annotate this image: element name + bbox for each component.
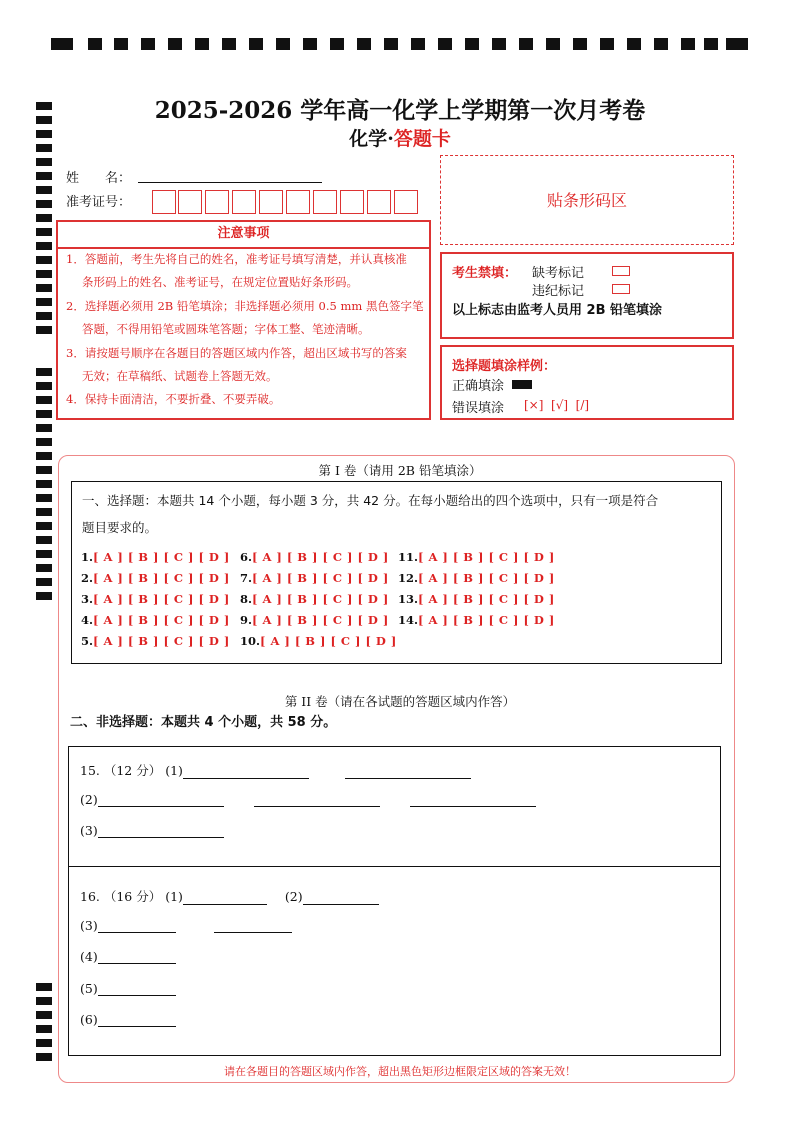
part2-instructions: 二、非选择题：本题共 4 个小题，共 58 分。 (70, 715, 337, 730)
answer-line[interactable] (214, 918, 292, 933)
timing-mark (51, 38, 73, 50)
sample-title: 选择题填涂样例： (452, 359, 557, 374)
question-row[interactable] (398, 550, 555, 564)
timing-mark (36, 1025, 52, 1033)
timing-mark (36, 326, 52, 334)
filled-sample-mark (512, 380, 532, 389)
q16-row3 (80, 918, 292, 933)
timing-mark (36, 564, 52, 572)
answer-bubbles[interactable]: [ A ] [ B ] [ C ] [ D ] (252, 613, 389, 627)
q15-row2 (80, 792, 536, 807)
timing-mark (36, 186, 52, 194)
timing-mark (36, 508, 52, 516)
timing-mark (36, 536, 52, 544)
subtitle-subject: 化学 (349, 128, 388, 150)
question-number: 11. (398, 550, 419, 564)
exam-id-cell[interactable] (232, 190, 256, 214)
name-label: 姓 名： (66, 171, 132, 186)
answer-line[interactable] (98, 1012, 176, 1027)
timing-mark (36, 1039, 52, 1047)
timing-mark (36, 270, 52, 278)
question-number: 9. (240, 613, 253, 627)
q16-part5-label: (5) (80, 981, 98, 996)
exam-id-cell[interactable] (178, 190, 202, 214)
fill-sample-box (440, 345, 734, 420)
part1-heading: 第 I 卷（请用 2B 铅笔填涂） (318, 463, 482, 478)
timing-mark (36, 1011, 52, 1019)
q15-row1 (80, 761, 471, 779)
subtitle-dot: · (387, 128, 394, 150)
subtitle-answer-card: 答题卡 (393, 128, 451, 150)
timing-mark (600, 38, 614, 50)
question-number: 12. (398, 571, 419, 585)
timing-mark (36, 172, 52, 180)
timing-mark (36, 158, 52, 166)
timing-mark (36, 522, 52, 530)
answer-bubbles[interactable]: [ A ] [ B ] [ C ] [ D ] (418, 571, 555, 585)
q15-label: 15. （12 分） (80, 763, 162, 778)
answer-line[interactable] (303, 890, 379, 905)
answer-bubbles[interactable]: [ A ] [ B ] [ C ] [ D ] (260, 634, 397, 648)
question-row[interactable] (240, 592, 389, 606)
timing-mark (36, 578, 52, 586)
question-number: 6. (240, 550, 253, 564)
notice-line: 条形码上的姓名、准考证号，在规定位置贴好条形码。 (82, 275, 358, 289)
answer-bubbles[interactable]: [ A ] [ B ] [ C ] [ D ] (93, 571, 230, 585)
timing-mark (303, 38, 317, 50)
notice-line: 3．请按题号顺序在各题目的答题区域内作答，超出区域书写的答案 (66, 346, 407, 360)
notice-box (56, 220, 431, 420)
notice-line: 1．答题前，考生先将自己的姓名，准考证号填写清楚，并认真核准 (66, 252, 407, 266)
absent-label: 缺考标记 (532, 266, 585, 281)
timing-mark (36, 494, 52, 502)
timing-mark (88, 38, 102, 50)
violation-label: 违纪标记 (532, 284, 585, 299)
footer-warning: 请在各题目的答题区域内作答，超出黑色矩形边框限定区域的答案无效！ (224, 1065, 576, 1078)
timing-mark (36, 452, 52, 460)
absent-mark-box[interactable] (612, 266, 630, 276)
question-row[interactable] (81, 571, 230, 585)
notice-line: 无效；在草稿纸、试题卷上答题无效。 (82, 369, 278, 383)
question-number: 5. (81, 634, 94, 648)
timing-mark (276, 38, 290, 50)
exam-id-cell[interactable] (259, 190, 283, 214)
question-number: 8. (240, 592, 253, 606)
exam-id-label: 准考证号： (66, 195, 132, 210)
q16-label: 16. （16 分） (80, 889, 162, 904)
timing-mark (114, 38, 128, 50)
part2-heading: 第 II 卷（请在各试题的答题区域内作答） (284, 694, 516, 709)
q15-row3 (80, 823, 224, 838)
timing-mark (36, 396, 52, 404)
q16-row1 (80, 887, 379, 905)
timing-mark (36, 256, 52, 264)
q15-part3-label: (3) (80, 823, 98, 838)
correct-fill-label: 正确填涂 (452, 379, 505, 394)
question-row[interactable] (240, 613, 389, 627)
timing-mark (36, 550, 52, 558)
answer-bubbles[interactable]: [ A ] [ B ] [ C ] [ D ] (252, 592, 389, 606)
question-row[interactable] (240, 550, 389, 564)
q16-part2-label: (2) (284, 889, 303, 904)
barcode-area[interactable] (440, 155, 734, 245)
q16-part4-label: (4) (80, 949, 98, 964)
answer-bubbles[interactable]: [ A ] [ B ] [ C ] [ D ] (93, 550, 230, 564)
timing-mark (36, 298, 52, 306)
choice-instructions-cont: 题目要求的。 (82, 520, 158, 535)
timing-mark (654, 38, 668, 50)
answer-bubbles[interactable]: [ A ] [ B ] [ C ] [ D ] (418, 592, 555, 606)
answer-line[interactable] (183, 764, 309, 779)
question-row[interactable] (398, 613, 555, 627)
timing-mark (222, 38, 236, 50)
answer-line[interactable] (183, 890, 267, 905)
timing-mark (249, 38, 263, 50)
timing-mark (36, 1053, 52, 1061)
timing-mark (36, 382, 52, 390)
timing-mark (573, 38, 587, 50)
answer-line[interactable] (410, 792, 536, 807)
timing-mark (465, 38, 479, 50)
timing-mark (36, 368, 52, 376)
answer-line[interactable] (254, 792, 380, 807)
choice-instructions: 一、选择题：本题共 14 个小题，每小题 3 分，共 42 分。在每小题给出的四个选项中，只有一项是符合 (82, 493, 659, 508)
answer-bubbles[interactable]: [ A ] [ B ] [ C ] [ D ] (93, 634, 230, 648)
q16-part1-label: (1) (165, 889, 183, 904)
timing-mark (36, 228, 52, 236)
violation-mark-box[interactable] (612, 284, 630, 294)
timing-mark (546, 38, 560, 50)
proctor-only-box (440, 252, 734, 339)
timing-mark (492, 38, 506, 50)
exam-id-cell[interactable] (340, 190, 364, 214)
timing-mark (438, 38, 452, 50)
answer-line[interactable] (98, 949, 176, 964)
question-row[interactable] (81, 613, 230, 627)
timing-mark (36, 242, 52, 250)
notice-title: 注意事项 (58, 222, 429, 249)
name-field[interactable] (138, 182, 322, 183)
timing-mark (36, 410, 52, 418)
question-row[interactable] (240, 634, 397, 648)
timing-mark (357, 38, 371, 50)
question-number: 1. (81, 550, 94, 564)
timing-mark (627, 38, 641, 50)
question-number: 14. (398, 613, 419, 627)
answer-bubbles[interactable]: [ A ] [ B ] [ C ] [ D ] (93, 592, 230, 606)
question-row[interactable] (398, 592, 555, 606)
timing-mark (36, 312, 52, 320)
answer-bubbles[interactable]: [ A ] [ B ] [ C ] [ D ] (252, 550, 389, 564)
timing-mark (411, 38, 425, 50)
question-number: 3. (81, 592, 94, 606)
wrong-fill-label: 错误填涂 (452, 401, 505, 416)
q16-part6-label: (6) (80, 1012, 98, 1027)
question-number: 7. (240, 571, 253, 585)
exam-id-cell[interactable] (367, 190, 391, 214)
question-number: 13. (398, 592, 419, 606)
timing-mark (704, 38, 718, 50)
wrong-fill-marks: [×] [√] [/] (524, 398, 590, 412)
notice-line: 答题，不得用铅笔或圆珠笔答题；字体工整、笔迹清晰。 (82, 322, 370, 336)
timing-mark (36, 284, 52, 292)
timing-mark (36, 424, 52, 432)
timing-mark (681, 38, 695, 50)
timing-mark (36, 983, 52, 991)
q15-part2-label: (2) (80, 792, 98, 807)
exam-id-cell[interactable] (286, 190, 310, 214)
timing-mark (168, 38, 182, 50)
question-row[interactable] (81, 634, 230, 648)
answer-line[interactable] (98, 823, 224, 838)
answer-line[interactable] (98, 918, 176, 933)
answer-bubbles[interactable]: [ A ] [ B ] [ C ] [ D ] (252, 571, 389, 585)
exam-id-cell[interactable] (313, 190, 337, 214)
q15-part1-label: (1) (165, 763, 183, 778)
q16-row5 (80, 981, 176, 996)
question-row[interactable] (81, 550, 230, 564)
timing-mark (36, 214, 52, 222)
timing-mark (195, 38, 209, 50)
notice-line: 2．选择题必须用 2B 铅笔填涂；非选择题必须用 0.5 mm 黑色签字笔 (66, 299, 424, 313)
timing-mark (384, 38, 398, 50)
exam-id-cell[interactable] (205, 190, 229, 214)
notice-line: 4．保持卡面清洁，不要折叠、不要弄破。 (66, 392, 281, 406)
question-number: 2. (81, 571, 94, 585)
question-row[interactable] (398, 571, 555, 585)
answer-bubbles[interactable]: [ A ] [ B ] [ C ] [ D ] (418, 613, 555, 627)
question-number: 4. (81, 613, 94, 627)
timing-mark (36, 438, 52, 446)
timing-mark (36, 592, 52, 600)
answer-bubbles[interactable]: [ A ] [ B ] [ C ] [ D ] (93, 613, 230, 627)
page-subtitle (0, 124, 800, 151)
q16-row6 (80, 1012, 176, 1027)
proctor-note: 以上标志由监考人员用 2B 铅笔填涂 (452, 303, 663, 318)
answer-line[interactable] (345, 764, 471, 779)
timing-mark (36, 480, 52, 488)
timing-mark (330, 38, 344, 50)
timing-mark (36, 200, 52, 208)
timing-mark (36, 997, 52, 1005)
question-row[interactable] (240, 571, 389, 585)
timing-mark (519, 38, 533, 50)
q16-part3-label: (3) (80, 918, 98, 933)
answer-line[interactable] (98, 981, 176, 996)
exam-id-cell[interactable] (394, 190, 418, 214)
answer-line[interactable] (98, 792, 224, 807)
proctor-title: 考生禁填： (452, 266, 518, 281)
barcode-label: 贴条形码区 (546, 191, 627, 210)
page-title: 2025-2026 学年高一化学上学期第一次月考卷 (154, 97, 646, 124)
question-number: 10. (240, 634, 261, 648)
timing-mark (726, 38, 748, 50)
question-row[interactable] (81, 592, 230, 606)
q16-row4 (80, 949, 176, 964)
exam-id-cell[interactable] (152, 190, 176, 214)
answer-bubbles[interactable]: [ A ] [ B ] [ C ] [ D ] (418, 550, 555, 564)
timing-mark (141, 38, 155, 50)
